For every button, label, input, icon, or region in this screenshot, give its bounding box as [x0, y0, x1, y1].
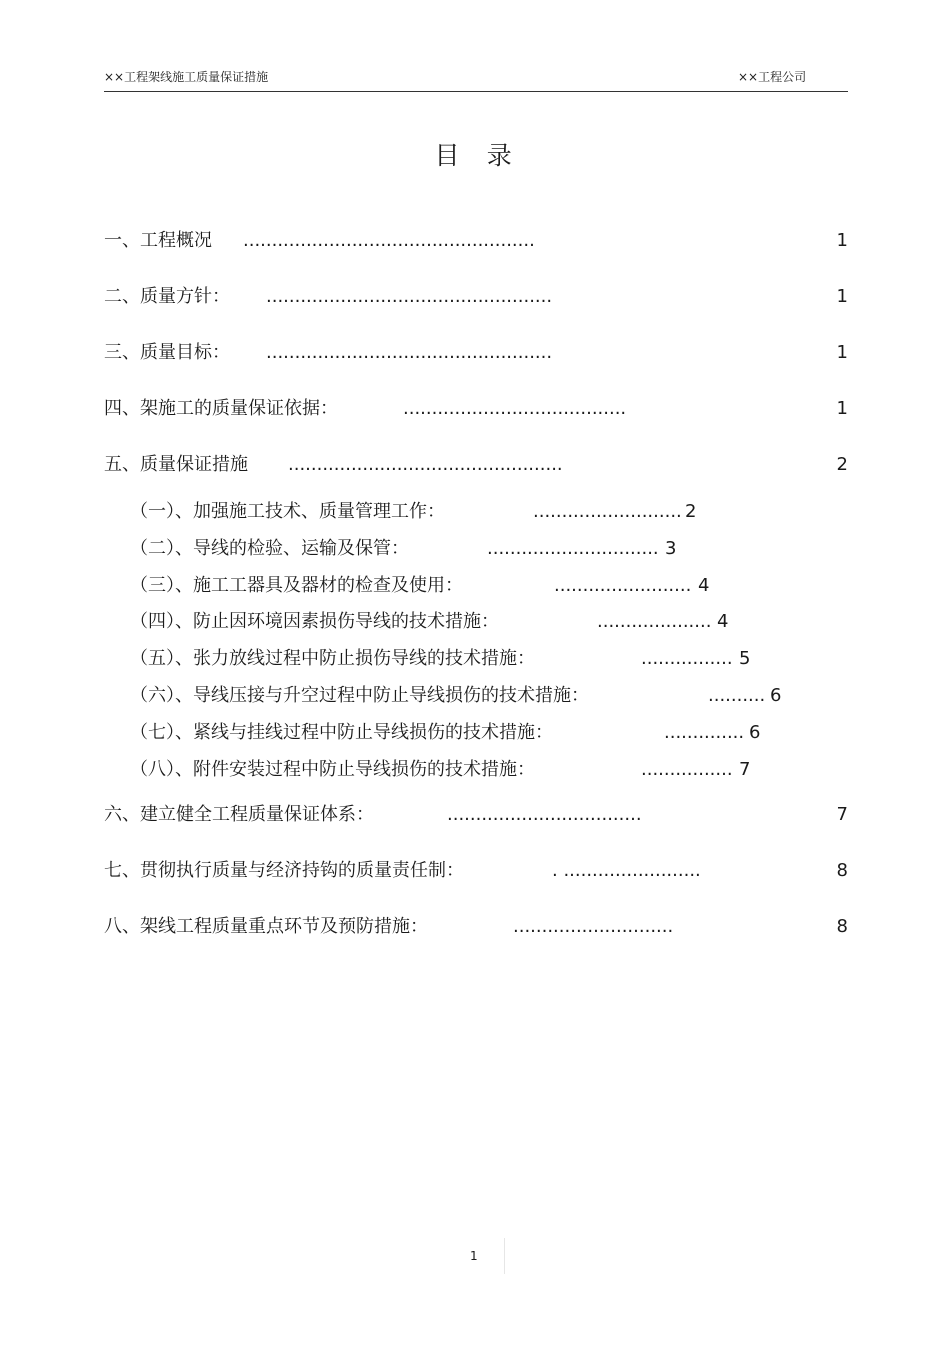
toc-entry-leader: ................................................... — [243, 230, 535, 251]
toc-entry-leader: ........................ — [554, 575, 692, 596]
toc-entry-page: 1 — [836, 230, 848, 251]
toc-entry-leader: .................................................. — [266, 342, 553, 363]
toc-entry-leader: . ........................ — [552, 860, 701, 881]
toc-entry-leader: ................ — [641, 759, 733, 780]
toc-entry-page: 3 — [665, 538, 677, 559]
toc-entry-page: 5 — [739, 648, 751, 669]
toc-entry-label: （五）、张力放线过程中防止损伤导线的技术措施： — [130, 648, 535, 669]
toc-entry-page: 8 — [836, 916, 848, 937]
toc-entry-label: 六、建立健全工程质量保证体系： — [104, 804, 374, 825]
toc-entry-leader: .............................. — [487, 538, 659, 559]
page-title: 目 录 — [434, 141, 516, 170]
page-header-left: ××工程架线施工质量保证措施 — [104, 70, 269, 84]
toc-entry-label: （八）、附件安装过程中防止导线损伤的技术措施： — [130, 759, 535, 780]
header-rule — [104, 91, 848, 92]
toc-entry-page: 7 — [739, 759, 751, 780]
toc-entry-label: （四）、防止因环境因素损伤导线的技术措施： — [130, 611, 499, 632]
toc-entry-page: 6 — [749, 722, 761, 743]
toc-entry-label: 五、质量保证措施 — [104, 454, 248, 475]
toc-entry-label: （六）、导线压接与升空过程中防止导线损伤的技术措施： — [130, 685, 589, 706]
toc-entry-leader: ....................................... — [403, 398, 627, 419]
toc-entry-leader: .................................. — [447, 804, 642, 825]
toc-entry-leader: .......... — [708, 685, 766, 706]
toc-entry-label: 一、工程概况 — [104, 230, 212, 251]
toc-entry-page: 7 — [836, 804, 848, 825]
toc-entry-label: （二）、导线的检验、运输及保管： — [130, 538, 409, 559]
toc-entry-page: 4 — [717, 611, 729, 632]
toc-entry-leader: .............. — [664, 722, 745, 743]
toc-entry-leader: .................... — [597, 611, 712, 632]
toc-entry-page: 1 — [836, 398, 848, 419]
toc-entry-label: 二、质量方针： — [104, 286, 230, 307]
toc-entry-label: 四、架施工的质量保证依据： — [104, 398, 338, 419]
toc-entry-label: （七）、紧线与挂线过程中防止导线损伤的技术措施： — [130, 722, 553, 743]
toc-entry-leader: ............................ — [513, 916, 674, 937]
toc-entry-leader: .......................... — [533, 501, 682, 522]
toc-entry-page: 6 — [770, 685, 782, 706]
toc-entry-leader: ................................................ — [288, 454, 563, 475]
toc-entry-page: 2 — [685, 501, 697, 522]
toc-entry-page: 2 — [836, 454, 848, 475]
toc-entry-label: 三、质量目标： — [104, 342, 230, 363]
toc-entry-label: （一）、加强施工技术、质量管理工作： — [130, 501, 445, 522]
toc-entry-page: 1 — [836, 286, 848, 307]
toc-entry-page: 1 — [836, 342, 848, 363]
toc-entry-page: 4 — [698, 575, 710, 596]
footer-page-number: 1 — [470, 1249, 478, 1263]
toc-entry-page: 8 — [836, 860, 848, 881]
toc-entry-leader: ................ — [641, 648, 733, 669]
toc-entry-label: 八、架线工程质量重点环节及预防措施： — [104, 916, 428, 937]
page-header-right: ××工程公司 — [738, 70, 807, 84]
footer-separator — [504, 1238, 505, 1274]
toc-entry-label: （三）、施工工器具及器材的检查及使用： — [130, 575, 463, 596]
toc-entry-label: 七、贯彻执行质量与经济持钩的质量责任制： — [104, 860, 464, 881]
toc-entry-leader: .................................................. — [266, 286, 553, 307]
